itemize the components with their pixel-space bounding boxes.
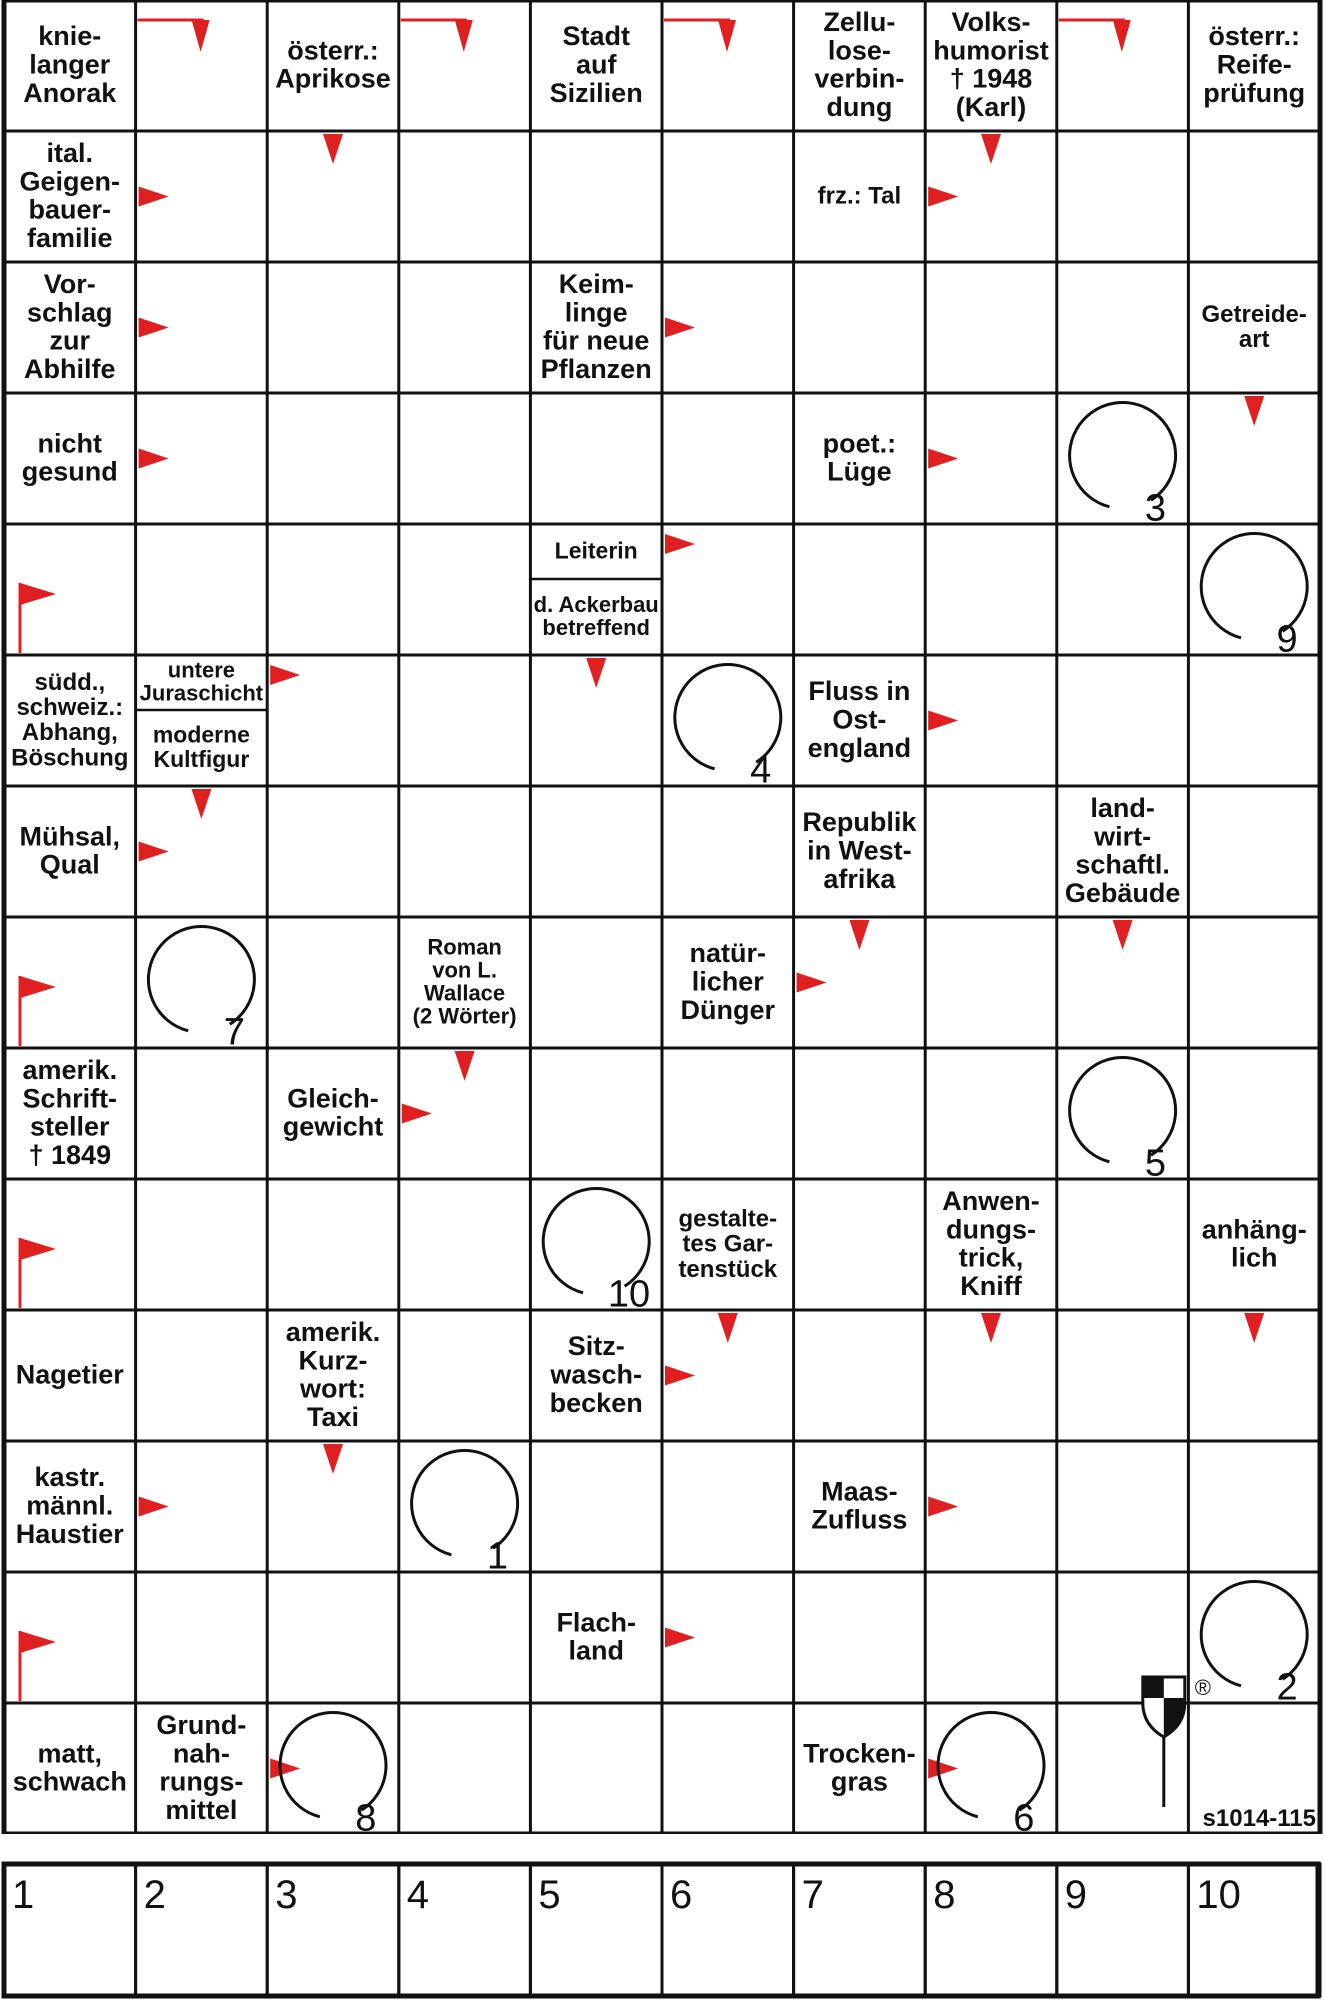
clue-line: Anwen- (942, 1185, 1040, 1216)
clue-line: nah- (172, 1738, 230, 1769)
answer-cell[interactable] (399, 1310, 531, 1441)
clue-text (811, 1476, 907, 1534)
clue-text (555, 537, 638, 563)
clue-line: wort: (300, 1373, 366, 1404)
clue-line: afrika (823, 863, 896, 894)
clue-line: Leiterin (554, 537, 638, 564)
answer-cell[interactable] (399, 393, 531, 524)
clue-line: Schrift- (22, 1083, 118, 1114)
answer-cell[interactable] (925, 786, 1057, 917)
clue-line: lose- (827, 35, 891, 66)
clue-line: moderne (152, 721, 250, 748)
clue-text (681, 938, 776, 1025)
solution-number: 8 (355, 1797, 377, 1834)
answer-cell[interactable] (267, 917, 399, 1048)
clue-line: Pflanzen (540, 353, 652, 384)
clue-line: (2 Wörter) (412, 1003, 517, 1029)
clue-line: natür- (689, 938, 767, 969)
clue-line: lich (1230, 1242, 1278, 1273)
answer-cell[interactable] (267, 262, 399, 393)
clue-line: bauer- (28, 194, 112, 225)
clue-line: matt, (37, 1738, 103, 1769)
clue-line: trick, (958, 1242, 1024, 1273)
clue-line: gesund (21, 456, 118, 487)
clue-line: dung (826, 91, 893, 122)
clue-line: steller (30, 1111, 110, 1142)
clue-line: rungs- (159, 1766, 244, 1797)
answer-cell[interactable] (1057, 1179, 1189, 1310)
clue-line: poet.: (822, 428, 897, 459)
answer-cell[interactable] (662, 786, 794, 917)
clue-line: Reife- (1216, 49, 1292, 80)
clue-line: betreffend (542, 615, 650, 641)
answer-cell[interactable] (530, 917, 662, 1048)
answer-cell[interactable] (530, 1703, 662, 1834)
answer-cell[interactable] (136, 917, 268, 1048)
solution-number: 7 (223, 1011, 245, 1054)
answer-cell[interactable] (1188, 655, 1320, 786)
clue-line: österr.: (1208, 21, 1300, 52)
answer-cell[interactable] (925, 524, 1057, 655)
clue-line: kastr. (34, 1462, 106, 1493)
clue-line: humorist (933, 35, 1049, 66)
solution-number: 1 (486, 1535, 509, 1578)
answer-cell[interactable] (1057, 1048, 1189, 1179)
clue-text (818, 183, 902, 210)
clue-text (16, 1359, 125, 1389)
answer-cell[interactable] (530, 1441, 662, 1572)
clue-text (283, 1083, 384, 1141)
clue-line: schweiz.: (16, 693, 124, 721)
answer-cell[interactable] (267, 1179, 399, 1310)
answer-box-number: 5 (538, 1873, 561, 1917)
clue-line: in West- (807, 835, 912, 866)
clue-line: familie (27, 222, 113, 253)
clue-text (153, 722, 250, 772)
answer-cell[interactable] (530, 786, 662, 917)
clue-line: Zellu- (823, 6, 896, 37)
clue-line: gras (830, 1766, 888, 1797)
clue-line: tes Gar- (682, 1230, 774, 1258)
solution-number: 5 (1144, 1142, 1167, 1185)
clue-line: Wallace (424, 980, 506, 1006)
clue-text (156, 1710, 246, 1825)
answer-cell[interactable] (1057, 1441, 1189, 1572)
answer-cell[interactable] (1057, 524, 1189, 655)
clue-line: Getreide- (1201, 300, 1307, 328)
answer-cell[interactable] (136, 1310, 268, 1441)
answer-box-number: 7 (801, 1873, 824, 1917)
clue-line: d. Ackerbau (533, 591, 659, 617)
clue-line: Ost- (832, 704, 887, 735)
clue-line: ital. (46, 137, 94, 168)
clue-line: amerik. (22, 1054, 118, 1085)
answer-cell[interactable] (1188, 786, 1320, 917)
answer-box-number: 3 (275, 1873, 298, 1917)
answer-cell[interactable] (1188, 524, 1320, 655)
answer-box-number: 9 (1064, 1873, 1088, 1917)
solution-word-row (0, 1860, 1325, 2000)
clue-line: Anorak (23, 77, 117, 108)
clue-line: Sizilien (549, 77, 643, 108)
clue-line: schaftl. (1075, 849, 1170, 880)
clue-line: tenstück (678, 1255, 778, 1283)
clue-line: Kniff (960, 1270, 1022, 1301)
clue-line: (Karl) (955, 91, 1027, 122)
answer-cell[interactable] (925, 917, 1057, 1048)
clue-line: auf (575, 49, 617, 80)
answer-cell[interactable] (136, 524, 268, 655)
clue-text (275, 35, 391, 93)
clue-text (23, 1055, 118, 1170)
answer-cell[interactable] (662, 1703, 794, 1834)
answer-cell[interactable] (399, 524, 531, 655)
answer-cell[interactable] (1057, 655, 1189, 786)
answer-cell[interactable] (399, 1703, 531, 1834)
answer-cell[interactable] (530, 1048, 662, 1179)
answer-cell[interactable] (662, 1048, 794, 1179)
clue-line: langer (29, 49, 111, 80)
answer-cell[interactable] (1057, 1310, 1189, 1441)
answer-cell[interactable] (136, 1179, 268, 1310)
clue-line: Sitz- (567, 1331, 625, 1362)
answer-box-number: 10 (1196, 1873, 1241, 1917)
clue-line: wirt- (1094, 821, 1152, 852)
answer-cell[interactable] (1057, 131, 1189, 262)
clue-line: Keim- (558, 268, 634, 299)
clue-line: Zufluss (811, 1504, 908, 1535)
clue-line: land- (1090, 792, 1155, 823)
answer-box-number: 4 (406, 1873, 430, 1917)
clue-line: amerik. (285, 1316, 381, 1347)
answer-cell[interactable] (1057, 393, 1189, 524)
clue-line: Geigen- (19, 166, 121, 197)
registered-mark: ® (1194, 1675, 1211, 1700)
clue-text (814, 7, 904, 122)
answer-cell[interactable] (794, 1310, 926, 1441)
answer-cell[interactable] (662, 131, 794, 262)
clue-line: Kurz- (298, 1345, 368, 1376)
answer-cell[interactable] (925, 1048, 1057, 1179)
clue-line: Roman (427, 934, 502, 960)
answer-cell[interactable] (399, 1179, 531, 1310)
clue-line: Aprikose (275, 63, 391, 94)
clue-line: untere (167, 657, 236, 683)
clue-line: land (568, 1635, 624, 1666)
clue-line: Republik (802, 807, 917, 838)
answer-cell[interactable] (1188, 131, 1320, 262)
answer-cell[interactable] (794, 262, 926, 393)
clue-line: wasch- (550, 1359, 642, 1390)
answer-box-number: 1 (12, 1873, 35, 1917)
answer-cell[interactable] (267, 786, 399, 917)
clue-line: Trocken- (803, 1738, 916, 1769)
clue-line: prüfung (1203, 77, 1306, 108)
answer-cell[interactable] (794, 524, 926, 655)
solution-number: 10 (607, 1273, 651, 1316)
clue-line: zur (49, 325, 91, 356)
clue-line: Lüge (827, 456, 892, 487)
clue-line: Nagetier (15, 1359, 124, 1390)
clue-text (678, 1205, 777, 1282)
answer-cell[interactable] (267, 393, 399, 524)
answer-cell[interactable] (662, 655, 794, 786)
clue-line: männl. (26, 1490, 114, 1521)
answer-box-number: 6 (670, 1873, 693, 1917)
clue-line: anhäng- (1201, 1214, 1307, 1245)
answer-cell[interactable] (662, 1441, 794, 1572)
clue-line: Kultfigur (153, 745, 250, 772)
clue-text (413, 934, 517, 1028)
answer-cell[interactable] (1188, 917, 1320, 1048)
clue-line: Flach- (556, 1607, 636, 1638)
answer-cell[interactable] (1188, 1441, 1320, 1572)
solution-number: 4 (750, 749, 772, 792)
answer-cell[interactable] (399, 1441, 531, 1572)
answer-cell[interactable] (399, 262, 531, 393)
clue-line: von L. (432, 957, 497, 983)
clue-line: Volks- (951, 6, 1031, 37)
clue-line: frz.: Tal (817, 182, 902, 210)
clue-line: schwach (12, 1766, 127, 1797)
clue-line: österr.: (287, 35, 379, 66)
answer-cell[interactable] (399, 786, 531, 917)
clue-text (823, 428, 897, 486)
answer-cell[interactable] (136, 1572, 268, 1703)
clue-text (534, 592, 659, 640)
clue-line: dungs- (946, 1214, 1036, 1245)
clue-line: Abhilfe (24, 353, 116, 384)
clue-line: Abhang, (21, 719, 118, 747)
answer-cell[interactable] (136, 1048, 268, 1179)
clue-line: linge (564, 297, 628, 328)
answer-cell[interactable] (1057, 262, 1189, 393)
answer-cell[interactable] (925, 262, 1057, 393)
clue-line: art (1238, 326, 1270, 354)
solution-number: 9 (1276, 618, 1298, 661)
answer-cell[interactable] (662, 393, 794, 524)
clue-line: Gleich- (287, 1083, 379, 1114)
clue-line: becken (549, 1387, 643, 1418)
answer-cell[interactable] (267, 1572, 399, 1703)
clue-line: licher (691, 966, 764, 997)
solution-number: 2 (1276, 1666, 1298, 1709)
clue-line: gestalte- (678, 1205, 778, 1233)
answer-cell[interactable] (399, 1572, 531, 1703)
clue-text (1203, 21, 1305, 108)
answer-cell[interactable] (399, 655, 531, 786)
answer-cell[interactable] (1188, 1048, 1320, 1179)
clue-line: Juraschicht (139, 680, 264, 706)
answer-cell[interactable] (399, 131, 531, 262)
clue-line: Vor- (43, 268, 96, 299)
answer-cell[interactable] (925, 1572, 1057, 1703)
clue-line: Maas- (821, 1476, 898, 1507)
clue-line: nicht (37, 428, 103, 459)
clue-line: Qual (39, 849, 100, 880)
clue-line: mittel (165, 1794, 238, 1825)
clue-line: † 1948 (949, 63, 1033, 94)
clue-line: Fluss in (808, 676, 911, 707)
clue-line: Stadt (562, 21, 630, 52)
clue-line: † 1849 (28, 1139, 112, 1170)
clue-line: Böschung (11, 744, 129, 772)
answer-cell[interactable] (794, 1572, 926, 1703)
clue-line: knie- (38, 21, 102, 52)
clue-line: Taxi (306, 1401, 360, 1432)
clue-line: Haustier (15, 1518, 124, 1549)
answer-cell[interactable] (530, 393, 662, 524)
clue-line: gewicht (282, 1111, 384, 1142)
answer-cell[interactable] (267, 524, 399, 655)
clue-line: verbin- (814, 63, 905, 94)
puzzle-code: s1014-115 (1202, 1805, 1316, 1832)
clue-line: Gebäude (1064, 877, 1181, 908)
answer-box-number: 8 (933, 1873, 956, 1917)
clue-line: england (807, 732, 912, 763)
clue-line: Dünger (680, 994, 776, 1025)
answer-box-number: 2 (143, 1873, 166, 1917)
clue-line: südd., (34, 668, 106, 696)
clue-line: schlag (27, 297, 113, 328)
answer-cell[interactable] (794, 1048, 926, 1179)
answer-cell[interactable] (530, 131, 662, 262)
solution-number: 6 (1013, 1797, 1035, 1834)
solution-number: 3 (1144, 487, 1167, 530)
clue-line: für neue (542, 325, 650, 356)
answer-cell[interactable] (794, 1179, 926, 1310)
clue-line: Mühsal, (19, 821, 121, 852)
clue-line: Grund- (156, 1709, 247, 1740)
